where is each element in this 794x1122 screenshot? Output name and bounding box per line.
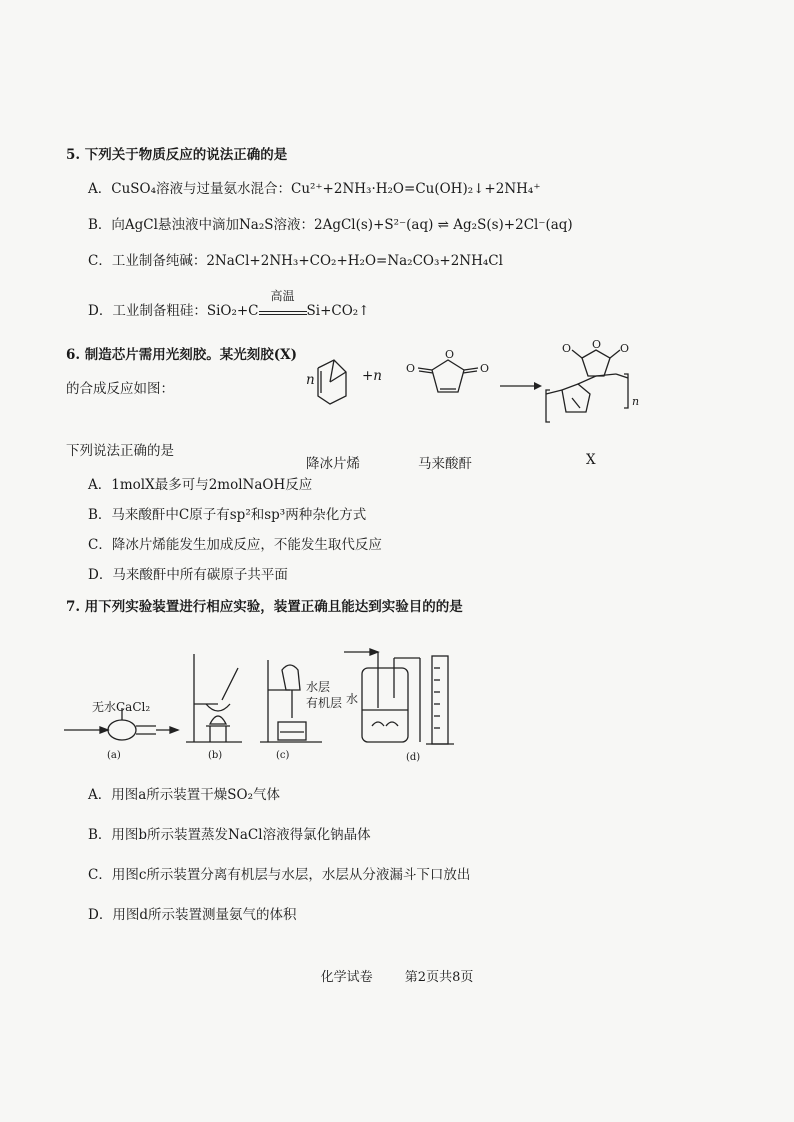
q7-option-d: D．用图d所示装置测量氨气的体积: [88, 907, 297, 923]
q5-option-c: C．工业制备纯碱：2NaCl+2NH₃+CO₂+H₂O=Na₂CO₃+2NH₄Cl: [88, 253, 503, 269]
q5-stem: 5. 下列关于物质反应的说法正确的是: [66, 147, 288, 163]
q5-option-d-suffix: Si+CO₂↑: [306, 303, 370, 319]
q6-option-c: C．降冰片烯能发生加成反应，不能发生取代反应: [88, 537, 382, 553]
q6-n-coefficient-2: +n: [362, 368, 383, 384]
q6-option-a: A．1molX最多可与2molNaOH反应: [88, 477, 313, 493]
q7-option-b: B．用图b所示装置蒸发NaCl溶液得氯化钠晶体: [88, 827, 371, 843]
q5-condition-arrow: [259, 289, 307, 315]
svg-text:O: O: [406, 362, 416, 375]
figure-b-evaporation: [186, 654, 242, 742]
fig-caption-a: (a): [107, 750, 121, 761]
fig-caption-c: (c): [276, 750, 290, 761]
q6-n-coefficient-1: n: [306, 372, 315, 388]
polymer-x-structure: [546, 350, 628, 422]
q6-stem-line2: 的合成反应如图：: [66, 381, 174, 397]
q5-option-b: B．向AgCl悬浊液中滴加Na₂S溶液：2AgCl(s)+S²⁻(aq) ⇌ Ag₂S(s)+2Cl⁻(aq): [88, 217, 573, 233]
svg-text:O: O: [620, 342, 630, 355]
q5-option-d: [88, 289, 370, 320]
label-maleic-anhydride: 马来酸酐: [418, 456, 472, 472]
fig-caption-d: (d): [406, 752, 421, 763]
svg-text:O: O: [562, 342, 572, 355]
footer-subject: 化学试卷: [320, 970, 373, 985]
svg-text:O: O: [445, 348, 455, 361]
q5-option-a: A．CuSO₄溶液与过量氨水混合：Cu²⁺+2NH₃·H₂O=Cu(OH)₂↓+2NH₄⁺: [88, 181, 541, 197]
q6-option-b: B．马来酸酐中C原子有sp²和sp³两种杂化方式: [88, 507, 367, 523]
fig-caption-b: (b): [208, 750, 223, 761]
q7-apparatus-figure: [60, 638, 480, 754]
page-footer: [0, 966, 794, 985]
fig-c-organic-layer-label: 有机层: [306, 696, 343, 710]
label-x: X: [586, 452, 596, 468]
q7-option-a: A．用图a所示装置干燥SO₂气体: [88, 787, 281, 803]
fig-c-water-layer-label: 水层: [306, 680, 331, 694]
q7-option-c: C．用图c所示装置分离有机层与水层，水层从分液漏斗下口放出: [88, 867, 471, 883]
norbornene-structure: [318, 360, 346, 404]
q5-option-d-prefix: D．工业制备粗硅：SiO₂+C: [88, 303, 259, 319]
q6-option-d: D．马来酸酐中所有碳原子共平面: [88, 567, 288, 583]
footer-page-number: 第2页共8页: [404, 970, 474, 985]
q7-stem: 7. 用下列实验装置进行相应实验，装置正确且能达到实验目的的是: [66, 599, 463, 615]
svg-text:O: O: [480, 362, 490, 375]
q6-n-subscript: n: [632, 395, 640, 408]
label-norbornene: 降冰片烯: [306, 456, 360, 472]
fig-d-water-label: 水: [346, 692, 359, 706]
q6-reaction-scheme: [300, 338, 670, 438]
figure-d-gas-measurement: [344, 649, 454, 744]
maleic-anhydride-structure: [418, 360, 478, 392]
q5-condition-text: 高温: [270, 289, 295, 303]
fig-a-cacl2-label: 无水CaCl₂: [92, 700, 151, 714]
q6-ask: 下列说法正确的是: [66, 443, 174, 459]
q6-stem-line1: 6. 制造芯片需用光刻胶。某光刻胶(X): [66, 347, 298, 363]
svg-text:O: O: [592, 338, 602, 351]
